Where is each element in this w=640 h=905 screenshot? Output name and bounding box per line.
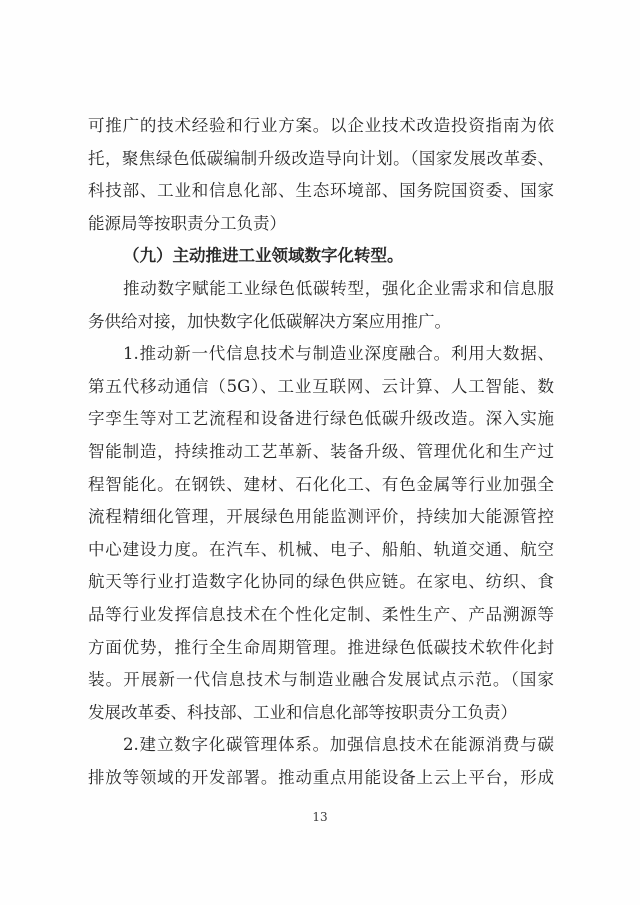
text-line: 字孪生等对工艺流程和设备进行绿色低碳升级改造。深入实施 [88,409,554,429]
text-line: 航天等行业打造数字化协同的绿色供应链。在家电、纺织、食 [88,572,554,592]
text-line: （九）主动推进工业领域数字化转型。 [123,246,404,266]
text-line: 流程精细化管理，开展绿色用能监测评价，持续加大能源管控 [88,507,554,527]
text-line: 排放等领域的开发部署。推动重点用能设备上云上平台，形成 [88,767,554,787]
text-block [88,110,554,794]
text-line: 品等行业发挥信息技术在个性化定制、柔性生产、产品溯源等 [88,604,554,624]
text-line: 1.推动新一代信息技术与制造业深度融合。利用大数据、 [123,344,554,364]
text-line: 方面优势，推行全生命周期管理。推进绿色低碳技术软件化封 [88,637,554,657]
text-line: 可推广的技术经验和行业方案。以企业技术改造投资指南为依 [88,116,554,135]
text-line: 务供给对接，加快数字化低碳解决方案应用推广。 [88,311,451,331]
text-line: 中心建设力度。在汽车、机械、电子、船舶、轨道交通、航空 [88,539,554,559]
text-line: 2.建立数字化碳管理体系。加强信息技术在能源消费与碳 [123,735,554,755]
page-number: 13 [312,810,328,824]
text-line: 能源局等按职责分工负责） [88,213,286,233]
text-line: 智能制造，持续推动工艺革新、装备升级、管理优化和生产过 [88,441,554,461]
text-line: 科技部、工业和信息化部、生态环境部、国务院国资委、国家 [88,181,554,201]
text-line: 程智能化。在钢铁、建材、石化化工、有色金属等行业加强全 [88,474,554,494]
text-line: 托，聚焦绿色低碳编制升级改造导向计划。（国家发展改革委、 [88,148,554,168]
text-line: 发展改革委、科技部、工业和信息化部等按职责分工负责） [88,702,517,722]
text-line: 推动数字赋能工业绿色低碳转型，强化企业需求和信息服 [123,278,554,298]
text-line: 装。开展新一代信息技术与制造业融合发展试点示范。（国家 [88,670,554,690]
text-line: 第五代移动通信（5G）、工业互联网、云计算、人工智能、数 [88,376,554,396]
